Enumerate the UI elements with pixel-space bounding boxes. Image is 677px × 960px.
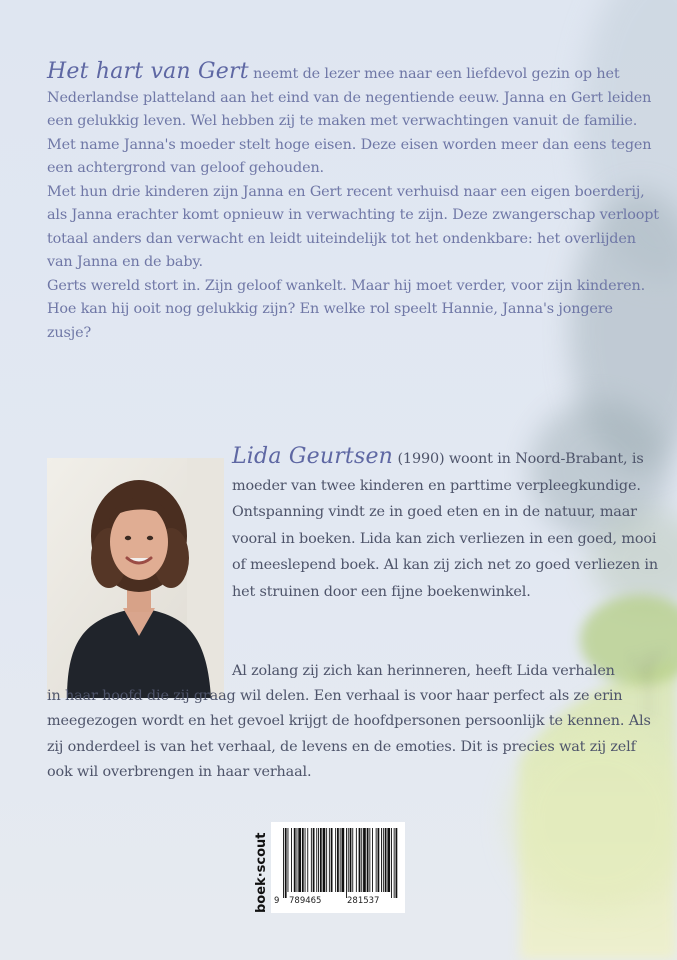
barcode-bar [391,828,392,898]
barcode-bar [387,828,390,892]
isbn-barcode [271,822,405,913]
barcode-bar [307,828,308,892]
book-blurb [47,60,659,345]
barcode-bar [305,828,306,892]
barcode-bar [288,828,289,892]
barcode-bar [352,828,353,892]
barcode-bar [326,828,327,892]
author-bio-paragraph-2-first-line: Al zolang zij zich kan herinneren, heeft Lida verhalen [232,663,615,679]
publisher-logo [252,822,270,914]
barcode-bar [369,828,370,892]
barcode-bar [316,828,317,892]
barcode-bar [350,828,352,892]
author-bio-paragraph-1 [232,444,662,606]
author-bio-paragraph-2-text: in haar hoofd die zij graag wil delen. Een verhaal is voor haar perfect als ze erin meegezogen wordt en het gevoel krijgt de hoofdpersonen persoonlijk te kennen. Als zij onderdeel is van het verhaal, de levens en de emoties. Dit is precies wat zij zelf ook wil overbrengen in haar verhaal. [47,688,651,780]
barcode-bar [376,828,377,892]
barcode-bar [348,828,349,892]
barcode-bar [367,828,369,892]
barcode-bar [313,828,315,892]
barcode-bar [342,828,345,892]
blurb-paragraph-1-text: neemt de lezer mee naar een liefdevol gezin op het Nederlandse platteland aan het eind van de negentiende eeuw. Janna en Gert leiden een gelukkig leven. Wel hebben zij te maken met verwachtingen vanuit de familie. Met name Janna's moeder stelt hoge eisen. Deze eisen worden meer dan eens tegen een achtergrond van geloof gehouden. [47,66,652,176]
barcode-bar [361,828,362,892]
barcode-bar [298,828,301,892]
barcode-bar [394,828,395,898]
barcode-bar [294,828,296,892]
author-bio-paragraph-1-text: (1990) woont in Noord-Brabant, is moeder van twee kinderen en parttime verpleegkundige. Ontspanning vindt ze in goed eten en in de natuur, maar vooral in boeken. Lida kan zich verliezen in een goed, mooi of meeslepend boek. Al kan zij zich net zo goed verliezen in het struinen door een fijne boekenwinkel. [232,451,659,600]
barcode-bar [378,828,380,892]
barcode-number-row [271,894,405,910]
author-bio-paragraph-2 [47,659,662,785]
barcode-bar [340,828,341,892]
barcode-bar [337,828,339,892]
barcode-bar [356,828,357,892]
barcode-bar [285,828,287,898]
barcode-bar [359,828,361,892]
barcode-bar [363,828,366,892]
barcode-bar [381,828,382,892]
blurb-paragraph-1 [47,60,659,181]
barcode-bar [291,828,292,892]
barcode-bar [335,828,336,892]
barcode-bar [311,828,312,892]
barcode-digits-left: 789465 [289,896,322,906]
barcode-bar [302,828,304,892]
barcode-bar [383,828,384,892]
book-title-script: Het hart van Gert [47,59,249,84]
publisher-logo-text: boek·scout [254,832,269,913]
barcode-bar [346,828,347,898]
author-name-script: Lida Geurtsen [232,444,394,469]
barcode-bar [385,828,387,892]
barcode-bar [283,828,284,898]
barcode-bar [329,828,330,892]
barcode-bar [331,828,333,892]
barcode-bar [323,828,326,892]
barcode-bar [372,828,373,892]
barcode-bar [396,828,398,898]
barcode-digits-right: 281537 [347,896,380,906]
blurb-paragraph-2: Met hun drie kinderen zijn Janna en Gert recent verhuisd naar een eigen boerderij, als Janna erachter komt opnieuw in verwachting te zijn. Deze zwangerschap verloopt totaal anders dan verwacht en leidt uiteindelijk tot het ondenkbare: het overlijden van Janna en de baby. [47,183,659,270]
barcode-bar [318,828,319,892]
blurb-paragraph-3: Gerts wereld stort in. Zijn geloof wankelt. Maar hij moet verder, voor zijn kinderen. Hoe kan hij ooit nog gelukkig zijn? En welke rol speelt Hannie, Janna's jongere zusje? [47,277,646,341]
barcode-bar [297,828,298,892]
barcode-digit-first: 9 [274,896,280,906]
barcode-bars [271,822,405,898]
barcode-bar [320,828,322,892]
